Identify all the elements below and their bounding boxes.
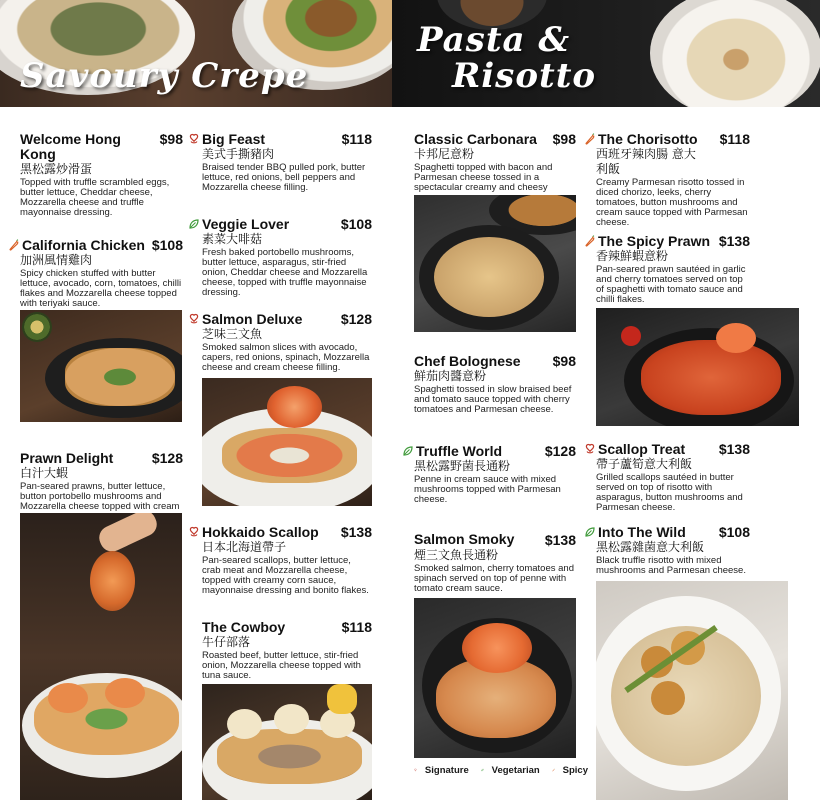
spicy-icon bbox=[584, 235, 596, 247]
vegetarian-icon bbox=[481, 764, 484, 776]
signature-icon bbox=[414, 764, 417, 776]
icon-legend bbox=[414, 762, 594, 778]
item-chinese-name: 加洲風情雞肉 bbox=[20, 253, 93, 267]
item-price: $108 bbox=[718, 524, 750, 540]
item-price: $138 bbox=[718, 233, 750, 249]
menu-item-scallop-treat bbox=[584, 442, 750, 513]
item-name: Big Feast bbox=[202, 131, 266, 147]
item-price: $128 bbox=[151, 450, 183, 466]
classic-carbonara-photo bbox=[414, 195, 576, 332]
item-price: $108 bbox=[151, 237, 183, 253]
item-description: Pan-seared prawns, butter lettuce, button portobello mushrooms and Mozzarella cheese topped with cream bbox=[20, 481, 180, 512]
item-name: The Spicy Prawn bbox=[598, 233, 711, 249]
item-description: Braised tender BBQ pulled pork, butter lettuce, red onions, bell peppers and Mozzarella cheese filling. bbox=[202, 162, 366, 193]
item-name: The Cowboy bbox=[202, 619, 286, 635]
spicy-icon bbox=[584, 133, 596, 145]
item-chinese-name: 美式手撕豬肉 bbox=[202, 147, 275, 161]
item-description: Black truffle risotto with mixed mushrooms and Parmesan cheese. bbox=[596, 555, 746, 576]
pasta-risotto-title-line2: Risotto bbox=[452, 56, 597, 96]
item-description: Smoked salmon, cherry tomatoes and spinach served on top of penne with tomato cream sauce. bbox=[414, 563, 574, 594]
california-chicken-photo bbox=[20, 310, 182, 422]
pasta-risotto-title-line1: Pasta & bbox=[417, 20, 571, 60]
menu-item-truffle-world bbox=[402, 444, 576, 505]
item-name: Hokkaido Scallop bbox=[202, 524, 319, 540]
menu-item-salmon-smoky bbox=[414, 532, 576, 594]
item-price: $98 bbox=[159, 131, 183, 147]
item-description: Spaghetti topped with bacon and Parmesan cheese tossed in a spectacular creamy and cheesy bbox=[414, 162, 553, 193]
legend-vegetarian: Vegetarian bbox=[491, 764, 540, 776]
legend-signature: Signature bbox=[424, 764, 469, 776]
item-description: Pan-seared prawn sautéed in garlic and cherry tomatoes served on top of spaghetti with tomato sauce and chilli flakes. bbox=[596, 264, 746, 305]
item-name: The Chorisotto bbox=[598, 131, 698, 147]
item-description: Smoked salmon slices with avocado, capers, red onions, spinach, Mozzarella cheese and cream cheese filling. bbox=[202, 342, 370, 373]
item-name: Salmon Smoky bbox=[414, 531, 515, 547]
menu-item-welcome-hong-kong bbox=[20, 132, 183, 218]
item-chinese-name: 芝味三文魚 bbox=[202, 327, 263, 341]
salmon-smoky-photo bbox=[414, 598, 576, 758]
item-price: $138 bbox=[544, 532, 576, 548]
item-description: Penne in cream sauce with mixed mushrooms topped with Parmesan cheese. bbox=[414, 474, 561, 505]
item-chinese-name: 西班牙辣肉腸 意大利飯 bbox=[596, 147, 696, 176]
spicy-prawn-photo bbox=[596, 308, 799, 426]
item-name: Chef Bolognese bbox=[414, 353, 521, 369]
item-description: Fresh baked portobello mushrooms, butter lettuce, asparagus, stir-fried onion, Cheddar cheese and Mozzarella cheese, topped with truffle mayonnaise dressing. bbox=[202, 247, 368, 298]
menu-item-prawn-delight bbox=[20, 451, 183, 522]
item-description: Topped with truffle scrambled eggs, butter lettuce, Cheddar cheese, Mozzarella cheese and truffle mayonnaise dressing. bbox=[20, 177, 170, 218]
item-name: Classic Carbonara bbox=[414, 131, 537, 147]
risotto-plate-image bbox=[650, 0, 820, 107]
savoury-crepe-title: Savoury Crepe bbox=[20, 56, 309, 96]
item-chinese-name: 牛仔部落 bbox=[202, 635, 251, 649]
item-description: Grilled scallops sautéed in butter served on top of risotto with asparagus, button mushrooms and Parmesan cheese. bbox=[596, 472, 743, 513]
signature-icon bbox=[584, 443, 596, 455]
item-name: Truffle World bbox=[416, 443, 503, 459]
signature-icon bbox=[188, 133, 200, 145]
item-chinese-name: 帶子蘆筍意大利飯 bbox=[596, 457, 693, 471]
item-chinese-name: 黑松露雜菌意大利飯 bbox=[596, 540, 705, 554]
item-price: $118 bbox=[341, 619, 372, 635]
item-price: $118 bbox=[341, 131, 372, 147]
item-chinese-name: 黑松露炒滑蛋 bbox=[20, 162, 93, 176]
signature-icon bbox=[188, 526, 200, 538]
into-the-wild-photo bbox=[596, 581, 788, 800]
item-price: $128 bbox=[544, 443, 576, 459]
vegetarian-icon bbox=[402, 445, 414, 457]
item-name: Veggie Lover bbox=[202, 216, 290, 232]
menu-item-classic-carbonara bbox=[414, 132, 576, 203]
item-name: Salmon Deluxe bbox=[202, 311, 303, 327]
item-name: California Chicken bbox=[22, 237, 145, 253]
item-description: Pan-seared scallops, butter lettuce, crab meat and Mozzarella cheese, topped with creamy corn sauce, mayonnaise dressing and bonito flakes. bbox=[202, 555, 369, 596]
menu-item-the-cowboy bbox=[202, 620, 372, 681]
menu-item-chef-bolognese bbox=[414, 354, 576, 415]
item-description: Spicy chicken stuffed with butter lettuce, avocado, corn, tomatoes, chilli flakes and Mozzarella cheese topped with teriyaki sauce. bbox=[20, 268, 182, 309]
item-price: $118 bbox=[719, 131, 750, 147]
signature-icon bbox=[188, 313, 200, 325]
item-price: $98 bbox=[552, 353, 576, 369]
item-name: Prawn Delight bbox=[20, 450, 114, 466]
menu-item-veggie-lover bbox=[188, 217, 372, 298]
menu-item-the-chorisotto bbox=[584, 132, 750, 228]
legend-spicy: Spicy bbox=[562, 764, 588, 776]
spicy-icon bbox=[552, 764, 555, 776]
item-name: Welcome Hong Kong bbox=[20, 131, 121, 162]
menu-item-california-chicken bbox=[8, 238, 183, 309]
item-description: Creamy Parmesan risotto tossed in diced chorizo, leeks, cherry tomatoes, button mushrooms and cream sauce topped with Parmesan cheese. bbox=[596, 177, 748, 228]
item-chinese-name: 卡邦尼意粉 bbox=[414, 147, 475, 161]
menu-item-big-feast bbox=[188, 132, 372, 193]
item-name: Into The Wild bbox=[598, 524, 686, 540]
item-price: $108 bbox=[340, 216, 372, 232]
pasta-risotto-banner bbox=[392, 0, 820, 107]
item-chinese-name: 煙三文魚長通粉 bbox=[414, 548, 499, 562]
item-description: Roasted beef, butter lettuce, stir-fried onion, Mozzarella cheese topped with tuna sauce. bbox=[202, 650, 361, 681]
item-price: $138 bbox=[718, 441, 750, 457]
item-price: $138 bbox=[340, 524, 372, 540]
item-chinese-name: 日本北海道帶子 bbox=[202, 540, 287, 554]
menu-item-hokkaido-scallop bbox=[188, 525, 372, 596]
item-chinese-name: 鮮茄肉醬意粉 bbox=[414, 369, 487, 383]
salmon-deluxe-photo bbox=[202, 378, 372, 506]
spicy-icon bbox=[8, 239, 20, 251]
item-chinese-name: 白汁大蝦 bbox=[20, 466, 69, 480]
item-name: Scallop Treat bbox=[598, 441, 686, 457]
item-chinese-name: 黑松露野菌長通粉 bbox=[414, 459, 511, 473]
vegetarian-icon bbox=[584, 526, 596, 538]
item-chinese-name: 素菜大啡菇 bbox=[202, 232, 263, 246]
menu-item-salmon-deluxe bbox=[188, 312, 372, 373]
menu-item-the-spicy-prawn bbox=[584, 234, 750, 305]
prawn-delight-photo bbox=[20, 513, 182, 800]
menu-item-into-the-wild bbox=[584, 525, 750, 576]
savoury-crepe-banner bbox=[0, 0, 392, 107]
item-chinese-name: 香辣鮮蝦意粉 bbox=[596, 249, 669, 263]
the-cowboy-photo bbox=[202, 684, 372, 800]
item-price: $128 bbox=[340, 311, 372, 327]
item-price: $98 bbox=[552, 131, 576, 147]
vegetarian-icon bbox=[188, 218, 200, 230]
item-description: Spaghetti tossed in slow braised beef and tomato sauce topped with cherry tomatoes and Parmesan cheese. bbox=[414, 384, 572, 415]
